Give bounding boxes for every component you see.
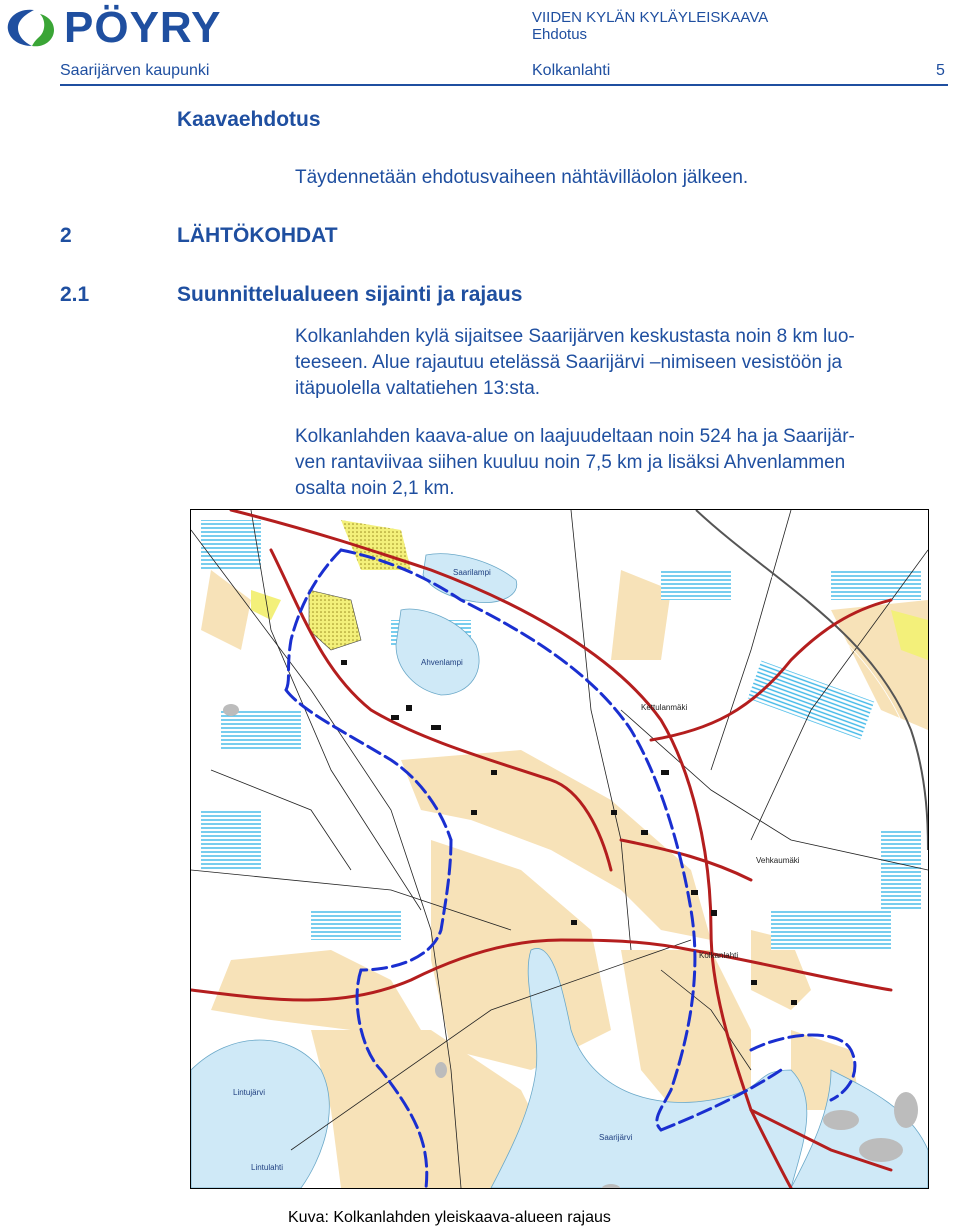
page-number: 5: [936, 62, 945, 79]
paragraph-line: Kolkanlahden kaava-alue on laajuudeltaan noin 524 ha ja Saarijär-: [295, 426, 855, 447]
logo-wordmark: PÖYRY: [64, 3, 222, 52]
note-text: Täydennetään ehdotusvaiheen nähtävilläolon jälkeen.: [295, 167, 749, 188]
paragraph-area: [295, 424, 947, 502]
village-label: Kolkanlahti: [532, 62, 611, 79]
section-2-1-title: Suunnittelualueen sijainti ja rajaus: [177, 283, 523, 306]
label-kolkanlahti: Kolkanlahti: [699, 951, 739, 960]
paragraph-line: teeseen. Alue rajautuu etelässä Saarijärvi –nimiseen vesistöön ja: [295, 352, 843, 373]
paragraph-location: [295, 324, 947, 402]
section-2-number: 2: [60, 224, 72, 247]
map-svg: [191, 510, 928, 1188]
figure-caption: Kuva: Kolkanlahden yleiskaava-alueen rajaus: [288, 1209, 611, 1226]
municipality-label: Saarijärven kaupunki: [60, 62, 210, 79]
label-ahvenlampi: Ahvenlampi: [421, 658, 463, 667]
paragraph-line: osalta noin 2,1 km.: [295, 478, 455, 499]
paragraph-line: itäpuolella valtatiehen 13:sta.: [295, 378, 541, 399]
label-lintujarvi: Lintujärvi: [233, 1088, 266, 1097]
document-title-block: [532, 9, 768, 43]
label-kettulanmaki: Kettulanmäki: [641, 703, 688, 712]
paragraph-line: Kolkanlahden kylä sijaitsee Saarijärven keskustasta noin 8 km luo-: [295, 326, 855, 347]
paragraph-line: ven rantaviivaa siihen kuuluu noin 7,5 km ja lisäksi Ahvenlammen: [295, 452, 846, 473]
section-2-title: LÄHTÖKOHDAT: [177, 224, 338, 247]
label-saarilampi: Saarilampi: [453, 568, 491, 577]
label-saarijarvi: Saarijärvi: [599, 1133, 633, 1142]
heading-kaavaehdotus: Kaavaehdotus: [177, 108, 321, 131]
label-vehkaumaki: Vehkaumäki: [756, 856, 800, 865]
map-figure: [190, 509, 929, 1189]
document-status: Ehdotus: [532, 26, 588, 43]
header-rule: [60, 84, 948, 86]
section-2-1-number: 2.1: [60, 283, 90, 306]
poyry-swirl-icon: [4, 6, 60, 50]
label-lintulahti: Lintulahti: [251, 1163, 284, 1172]
document-title: VIIDEN KYLÄN KYLÄYLEISKAAVA: [532, 9, 769, 26]
